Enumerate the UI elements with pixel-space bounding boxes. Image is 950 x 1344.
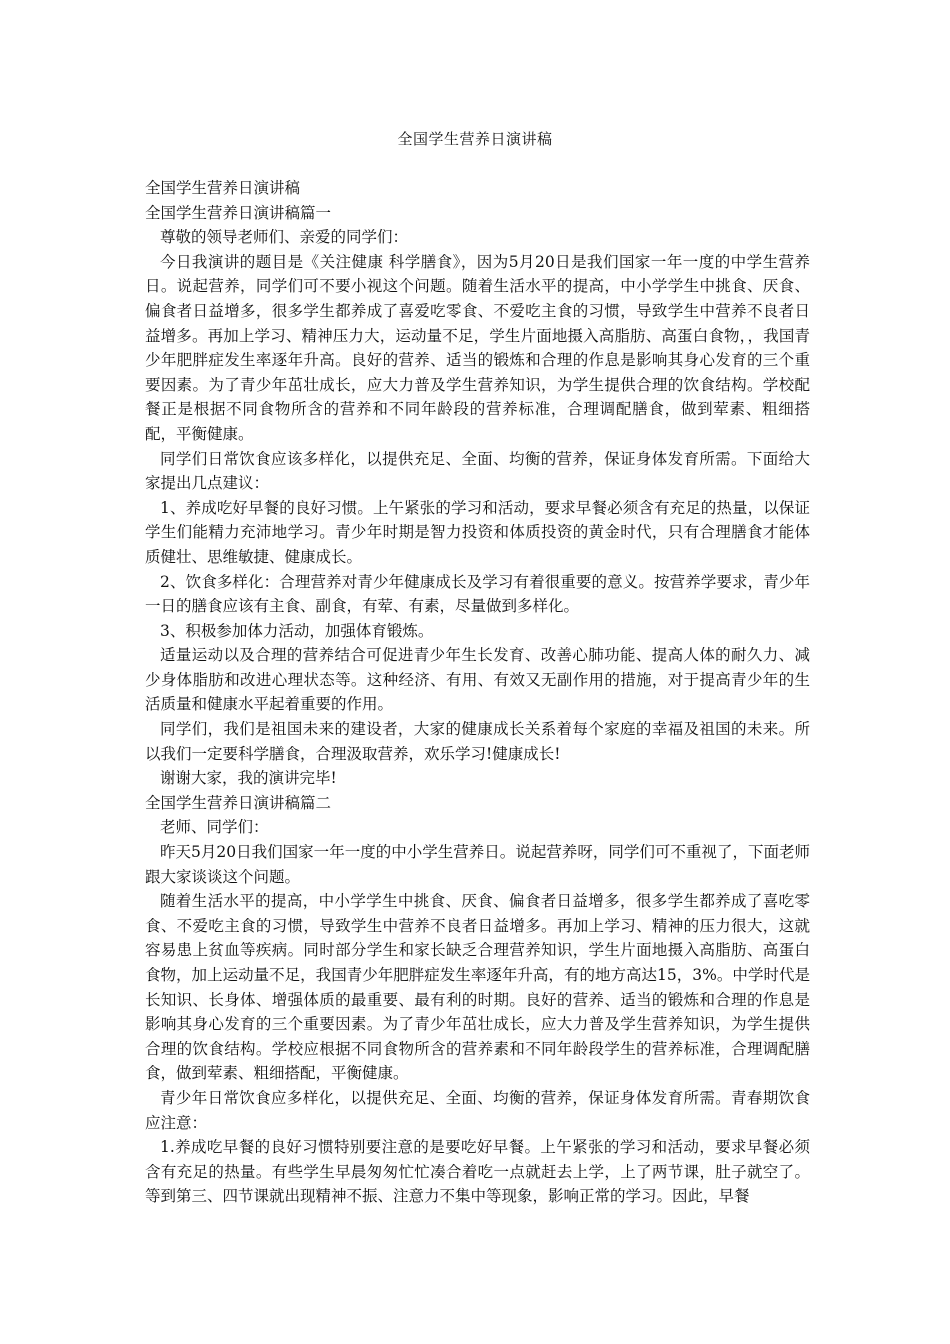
paragraph: 适量运动以及合理的营养结合可促进青少年生长发育、改善心肺功能、提高人体的耐久力、减少身体脂肪和改进心理状态等。这种经济、有用、有效又无副作用的措施，对于提高青少年的生活质量和健康水平起着重要的作用。 — [145, 646, 810, 714]
paragraph: 尊敬的领导老师们、亲爱的同学们： — [160, 228, 409, 247]
paragraph: 昨天5月20日我们国家一年一度的中小学生营养日。说起营养呀，同学们可不重视了，下面老师跟大家谈谈这个问题。 — [145, 843, 810, 886]
paragraph: 同学们，我们是祖国未来的建设者，大家的健康成长关系着每个家庭的幸福及祖国的未来。所以我们一定要科学膳食，合理汲取营养，欢乐学习!健康成长! — [145, 720, 810, 763]
paragraph: 老师、同学们： — [160, 818, 269, 837]
paragraph: 随着生活水平的提高，中小学学生中挑食、厌食、偏食者日益增多，很多学生都养成了喜吃零食、不爱吃主食的习惯，导致学生中营养不良者日益增多。再加上学习、精神的压力很大，这就容易患上贫血等疾病。同时部分学生和家长缺乏合理营养知识，学生片面地摄入高脂肪、高蛋白食物，加上运动量不足，我国青少年肥胖症发生率逐年升高，有的地方高达15，3%。中学时代是长知识、长身体、增强体质的最重要、最有利的时期。良好的营养、适当的锻炼和合理的作息是影响其身心发育的三个重要因素。为了青少年茁壮成长，应大力普及学生营养知识，为学生提供合理的饮食结构。学校应根据不同食物所含的营养素和不同年龄段学生的营养标准，合理调配膳食，做到荤素、粗细搭配，平衡健康。 — [145, 892, 810, 1083]
paragraph: 2、饮食多样化：合理营养对青少年健康成长及学习有着很重要的意义。按营养学要求，青少年一日的膳食应该有主食、副食，有荤、有素，尽量做到多样化。 — [145, 572, 810, 616]
paragraph: 青少年日常饮食应多样化，以提供充足、全面、均衡的营养，保证身体发育所需。青春期饮食应注意： — [145, 1088, 810, 1132]
paragraph: 全国学生营养日演讲稿篇一 — [145, 203, 332, 222]
paragraph: 今日我演讲的题目是《关注健康 科学膳食》，因为5月20日是我们国家一年一度的中学生营养日。说起营养，同学们可不要小视这个问题。随着生活水平的提高，中小学学生中挑食、厌食、偏食者日益增多，很多学生都养成了喜爱吃零食、不爱吃主食的习惯，导致学生中营养不良者日益增多。再加上学习、精神压力大，运动量不足，学生片面地摄入高脂肪、高蛋白食物，，我国青少年肥胖症发生率逐年升高。良好的营养、适当的锻炼和合理的作息是影响其身心发育的三个重要因素。为了青少年茁壮成长，应大力普及学生营养知识，为学生提供合理的饮食结构。学校配餐正是根据不同食物所含的营养和不同年龄段的营养标准，合理调配膳食，做到荤素、粗细搭配，平衡健康。 — [145, 252, 810, 443]
document-body — [145, 176, 810, 1209]
paragraph: 1.养成吃早餐的良好习惯特别要注意的是要吃好早餐。上午紧张的学习和活动，要求早餐必须含有充足的热量。有些学生早晨匆匆忙忙凑合着吃一点就赶去上学，上了两节课，肚子就空了。等到第三、四节课就出现精神不振、注意力不集中等现象，影响正常的学习。因此，早餐 — [145, 1138, 810, 1206]
paragraph: 同学们日常饮食应该多样化，以提供充足、全面、均衡的营养，保证身体发育所需。下面给大家提出几点建议： — [145, 449, 810, 493]
paragraph: 全国学生营养日演讲稿篇二 — [145, 793, 332, 812]
paragraph: 谢谢大家，我的演讲完毕! — [160, 769, 337, 788]
document-title: 全国学生营养日演讲稿 — [397, 130, 553, 148]
paragraph: 1、养成吃好早餐的良好习惯。上午紧张的学习和活动，要求早餐必须含有充足的热量，以保证学生们能精力充沛地学习。青少年时期是智力投资和体质投资的黄金时代，只有合理膳食才能体质健壮、思维敏捷、健康成长。 — [145, 498, 810, 566]
paragraph: 全国学生营养日演讲稿 — [145, 179, 301, 197]
paragraph: 3、积极参加体力活动，加强体育锻炼。 — [160, 621, 434, 640]
